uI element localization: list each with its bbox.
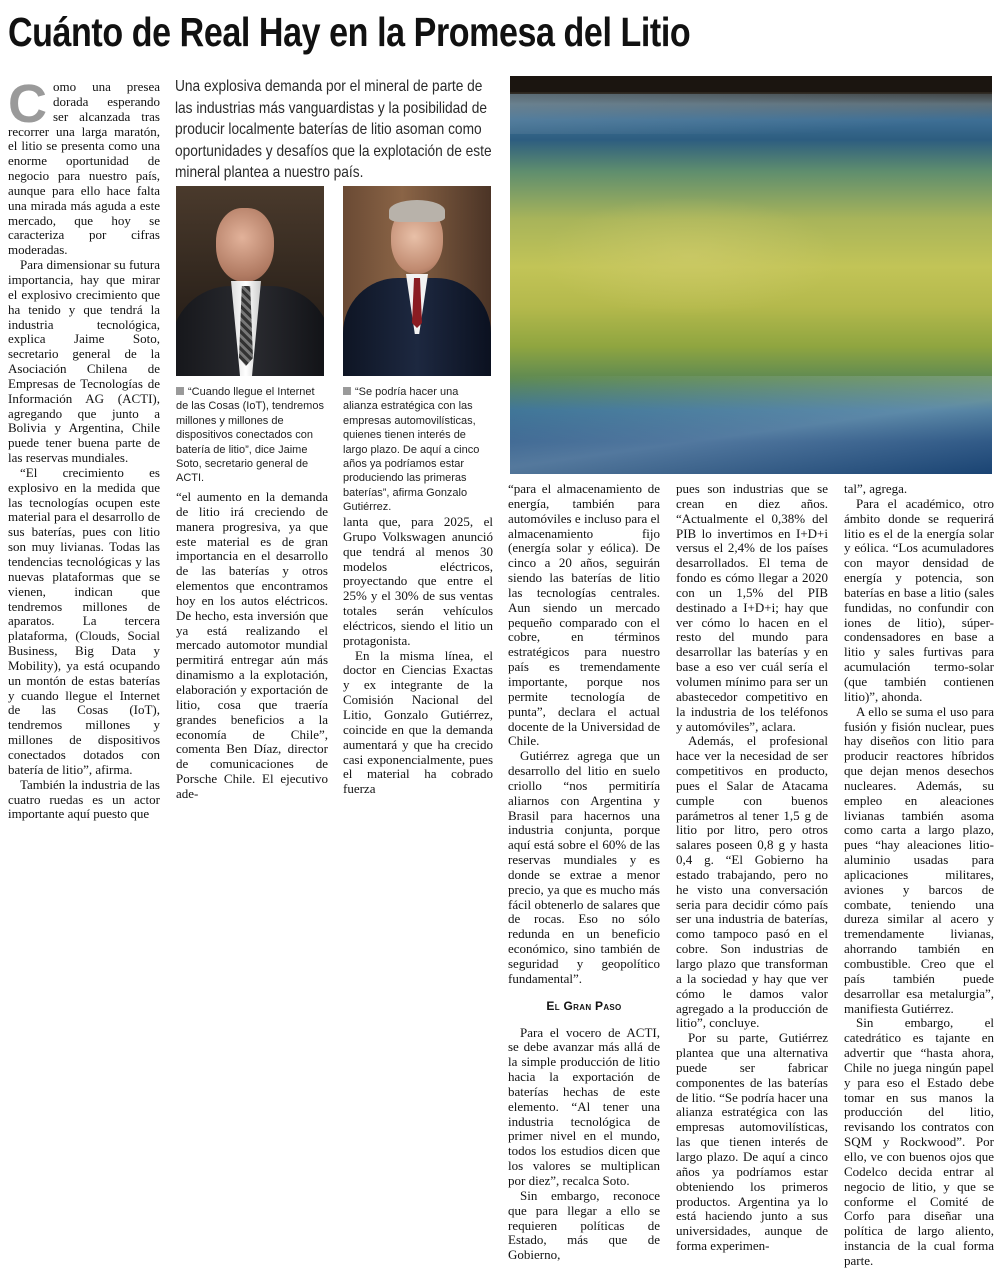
paragraph: Además, el profesional hace ver la necesidad de ser competitivos en producto, pues el Salar de Atacama cumple con buenos parámetros al tener 1,5 g de litio por litro, pero otros salares poseen 0,8 g y hasta 0,4 g. “El Gobierno ha estado trabajando, pero no he visto una conversación seria para decidir cómo país ser una industria de baterías, como tampoco pasó en el cobre. Son industrias de largo plazo que transforman a la sociedad y hay que ver cómo le damos valor agregado a la producción de litio”, concluye. <box>676 733 828 1031</box>
paragraph: Sin embargo, reconoce que para llegar a ello se requieren políticas de Estado, más que de Gobierno, <box>508 1187 660 1263</box>
article-column-2 <box>176 490 328 802</box>
horizon-shape <box>510 76 992 92</box>
water-reflection-shape <box>540 196 840 316</box>
paragraph: “para el almacenamiento de energía, también para automóviles e incluso para el almacenamiento fijo (energía solar y eólica). De cinco a 20 años, seguirán siendo las baterías de litio las tecnologías centrales. Aun siendo un mercado pequeño comparado con el cobre, en términos estratégicos para nuestro país es tremendamente importante, porque nos permite tecnología de punta”, declara el actual docente de la Universidad de Chile. <box>508 481 660 749</box>
photo-jaime-soto <box>176 186 324 376</box>
paragraph: lanta que, para 2025, el Grupo Volkswagen anunció que tendrá al menos 30 modelos eléctricos, proyectando que entre el 25% y el 30% de sus ventas totales serán vehículos eléctricos, siendo el litio un protagonista. <box>343 514 493 648</box>
caption-text: “Se podría hacer una alianza estratégica con las empresas automovilísticas, quienes tienen interés de largo plazo. De aquí a cinco años ya podríamos estar produciendo las primeras baterías”, afirma Gonzalo Gutiérrez. <box>343 386 480 514</box>
paragraph: Sin embargo, el catedrático es tajante en advertir que “hasta ahora, Chile no juega ningún papel y para eso el Estado debe tomar en sus manos la producción del litio, revisando los contratos con SQM y Rockwood”. Por ello, ve con buenos ojos que Codelco decida entrar al negocio de litio, y que se conforme el Comité de Corfo para diseñar una política de largo aliento, instancia de la cual forma parte. <box>844 1015 994 1268</box>
paragraph: También la industria de las cuatro ruedas es un actor importante aquí puesto que <box>8 776 160 822</box>
drop-cap: C <box>8 74 47 134</box>
caption-bullet-icon <box>176 387 184 395</box>
pond-edge-shape <box>510 94 992 134</box>
paragraph: pues son industrias que se crean en diez años. “Actualmente el 0,38% del PIB lo invertimos en I+D+i versus el 2,4% de los países desarrollados. El tema de fondo es cómo llegar a 2020 con un 1,5% del PIB destinado a I+D+i; hay que ver cómo lo hacen en el resto del mundo para desarrollar las baterías y en base a eso ver cuál sería el volumen mínimo para ser un abastecedor competitivo en la industria de los teléfonos y automóviles”, aclara. <box>676 481 828 734</box>
article-column-5 <box>676 482 828 1254</box>
photo-gonzalo-gutierrez <box>343 186 491 376</box>
lead-text: omo una presea dorada esperando ser alcanzada tras recorrer una larga maratón, el litio se presenta como una enorme oportunidad de negocio para nuestro país, aunque para ello hace falta una mirada más aguda a este mercado, que hoy se caracteriza por cifras moderadas. <box>8 79 160 258</box>
paragraph: Por su parte, Gutiérrez plantea que una alternativa puede ser fabricar componentes de las baterías de litio. “Se podría hacer una alianza estratégica con las empresas automovilísticas, las que tienen interés de largo plazo. De aquí a cinco años ya podríamos estar obteniendo los primeros productos. Argentina ya lo está haciendo junto a sus universidades, aunque de forma experimen- <box>676 1030 828 1254</box>
section-subhead: El Gran Paso <box>546 998 622 1013</box>
paragraph: Para el vocero de ACTI, se debe avanzar más allá de la simple producción de litio hacia la exportación de baterías hechas de este elemento. “Al tener una industria tecnológica de primer nivel en el mundo, todos los estudios dicen que los valores se multiplican por diez”, recalca Soto. <box>508 1024 660 1188</box>
paragraph: A ello se suma el uso para fusión y fisión nuclear, pues hay diseños con litio para producir reactores híbridos que dejan menos desechos nucleares. Además, su empleo en aleaciones livianas también asoma como carta a largo plazo, pues “hay aleaciones litio-aluminio usadas para aplicaciones militares, aviones y barcos de combate, teniendo una dureza similar al acero y tremendamente livianas, ahorrando también en combustible. Creo que el país también puede desarrollar esa metalurgia”, manifiesta Gutiérrez. <box>844 703 994 1016</box>
article-column-3 <box>343 515 493 797</box>
caption-bullet-icon <box>343 387 351 395</box>
paragraph: Gutiérrez agrega que un desarrollo del litio en suelo criollo “nos permitiría aliarnos con Argentina y Brasil para hacernos una industria conjunta, porque aquí está sobre el 60% de las reservas mundiales y es donde se extrae a menor precio, ya que es mucho más fácil obtenerlo de salares que de rocas. Eso no sólo redunda en un beneficio económico, sino también de seguridad y geopolítico fundamental”. <box>508 748 660 986</box>
article-column-4 <box>508 482 660 1263</box>
article-column-1 <box>8 74 160 822</box>
photo-lithium-evaporation-pond <box>510 76 992 474</box>
caption-text: “Cuando llegue el Internet de las Cosas (IoT), tendremos millones y millones de dispositivos conectados con batería de litio”, dice Jaime Soto, secretario general de ACTI. <box>176 386 324 485</box>
article-column-6 <box>844 482 994 1269</box>
caption-soto <box>176 385 326 486</box>
lead-paragraph <box>8 74 160 258</box>
hair-shape <box>389 200 445 222</box>
paragraph: “el aumento en la demanda de litio irá creciendo de manera progresiva, ya que este material es de gran importancia en el desarrollo de las baterías y otros elementos que encontramos hoy en los autos eléctricos. De hecho, esta inversión que ya está realizando el mercado automotor mundial permitirá entregar aún más dinamismo a la explotación, elaboración y exportación de litio, cosa que traería grandes beneficios a la economía de Chile”, comenta Ben Díaz, director de comunicaciones de Porsche Chile. El ejecutivo ade- <box>176 489 328 801</box>
paragraph: Para el académico, otro ámbito donde se requerirá litio es el de la energía solar y eólica. “Los acumuladores con mayor densidad de energía y potencia, son baterías en base a litio (sales fundidas, no confundir con iones de litio), súper-condensadores en base a litio y sales furtivas para acumulación termo-solar (que también contienen litio)”, ahonda. <box>844 495 994 704</box>
deck-subtitle: Una explosiva demanda por el mineral de parte de las industrias más vanguardistas y la posibilidad de producir localmente baterías de litio asoman como oportunidades y desafíos que la explotación de este mineral plantea a nuestro país. <box>175 78 492 181</box>
caption-gutierrez <box>343 385 493 515</box>
headline: Cuánto de Real Hay en la Promesa del Litio <box>8 9 691 55</box>
paragraph: “El crecimiento es explosivo en la medida que las tecnologías ocupen este material para el desarrollo de sus baterías, pues con litio son muy livianas. Todas las tendencias tecnológicas y las nuevas plataformas que se vienen, indican que tendremos millones de aparatos. La tercera plataforma, (Clouds, Social Business, Big Data y Mobility), ya está ocupando un montón de estas baterías y cuando llegue el Internet de las Cosas (IoT), tendremos millones y millones de dispositivos conectados dotados con batería de litio”, afirma. <box>8 464 160 777</box>
pond-bank-shape <box>510 376 992 474</box>
paragraph: En la misma línea, el doctor en Ciencias Exactas y ex integrante de la Comisión Nacional del Litio, Gonzalo Gutiérrez, coincide en que la demanda aumentará y que ha crecido casi exponencialmente, pues el material ha cobrado fuerza <box>343 647 493 797</box>
paragraph: tal”, agrega. <box>844 481 908 496</box>
face-shape <box>216 208 274 282</box>
paragraph: Para dimensionar su futura importancia, hay que mirar el explosivo crecimiento que ha tenido y que tendrá la industria tecnológica, explica Jaime Soto, secretario general de la Asociación Chilena de Empresas de Tecnologías de Información AG (ACTI), agregando que junto a Bolivia y Argentina, Chile puede tener buena parte de las reservas mundiales. <box>8 257 160 466</box>
